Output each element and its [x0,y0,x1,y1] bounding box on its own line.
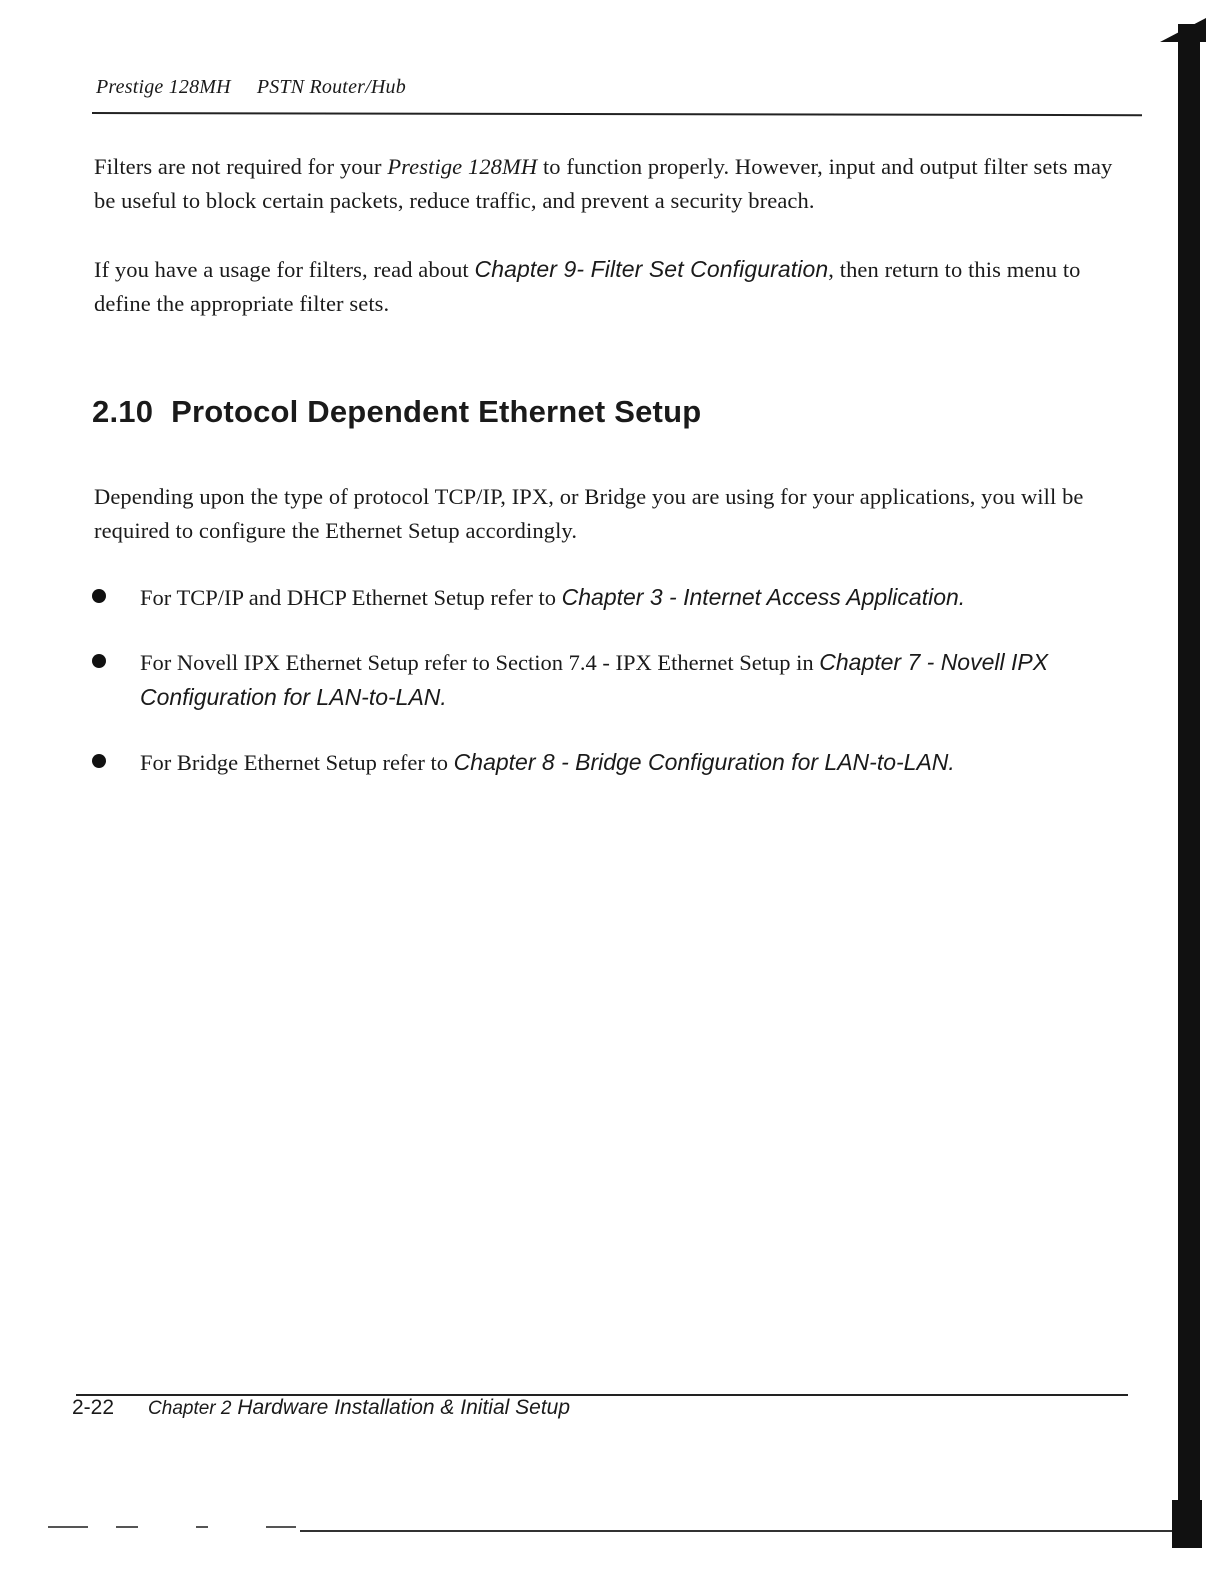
list-item [88,645,1148,715]
header-subtitle: PSTN Router/Hub [256,76,406,98]
bullet-dot-icon [92,754,106,768]
scan-mark [196,1526,208,1528]
binding-edge [1178,24,1200,1544]
bullet-reference: Chapter 8 - Bridge Configuration for LAN-to-LAN. [453,749,955,775]
list-item [88,580,1148,615]
bullet-dot-icon [92,654,106,668]
paragraph1-part1: Filters are not required for your [94,154,388,179]
header-product: Prestige 128MH [96,76,231,98]
list-item [88,745,1148,780]
bullet-reference: Chapter 3 - Internet Access Application. [561,584,966,610]
bottom-scan-rule [300,1530,1180,1532]
bullet-text: For Bridge Ethernet Setup refer to [140,750,454,775]
footer-chapter-title: Hardware Installation & Initial Setup [237,1396,571,1419]
paragraph2-part2: , then return to this menu to define the appropriate filter sets. [94,257,1081,316]
scan-mark [116,1526,138,1528]
bullet-text: For Novell IPX Ethernet Setup refer to Section 7.4 - IPX Ethernet Setup in [140,650,820,675]
page-number: 2-22 [72,1396,115,1419]
bullet-dot-icon [92,589,106,603]
bullet-text: For TCP/IP and DHCP Ethernet Setup refer to [140,585,562,610]
paragraph1-product: Prestige 128MH [387,154,538,179]
header-rule [92,112,1142,116]
paragraph2-reference: Chapter 9- Filter Set Configuration [474,256,829,282]
footer-chapter: Chapter 2 [148,1398,232,1419]
paragraph2-part1: If you have a usage for filters, read about [94,257,475,282]
paragraph-filter-usage [94,252,1134,321]
binding-edge-foot [1172,1500,1202,1548]
paragraph1-part2: to function properly. However, input and output filter sets may be useful to block certain packets, reduce traffic, and prevent a security breach. [94,154,1113,213]
section-number: 2.10 [92,394,154,429]
bullet-list [88,580,1148,810]
bullet-reference: Chapter 7 - Novell IPX Configuration for LAN-to-LAN. [140,649,1049,710]
paragraph-depending-protocol [94,480,1134,548]
running-header [96,76,406,99]
paragraph3-text: Depending upon the type of protocol TCP/IP, IPX, or Bridge you are using for your applications, you will be required to configure the Ethernet Setup accordingly. [94,484,1084,543]
page-footer [72,1396,570,1420]
scan-mark [48,1526,88,1528]
section-heading [92,394,701,430]
scan-mark [266,1526,296,1528]
paragraph-filters-not-required [94,150,1134,218]
section-title: Protocol Dependent Ethernet Setup [171,394,702,429]
